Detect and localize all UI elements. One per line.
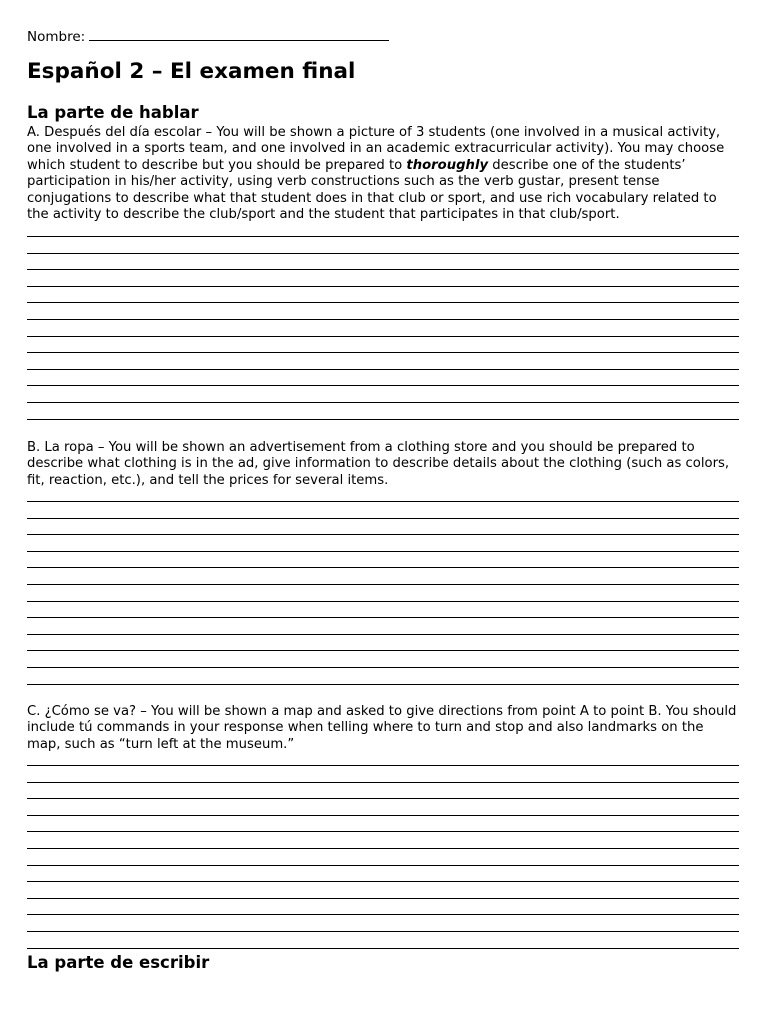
answer-line <box>27 236 739 237</box>
answer-lines-b <box>27 501 739 700</box>
answer-line <box>27 286 739 287</box>
answer-line <box>27 336 739 337</box>
answer-line <box>27 765 739 766</box>
answer-line <box>27 617 739 618</box>
prompt-c: C. ¿Cómo se va? – You will be shown a map and asked to give directions from point A to point B. You should include tú commands in your response when telling where to turn and stop and also landmarks on the map, such as “turn left at the museum.” <box>27 704 737 752</box>
answer-line <box>27 319 739 320</box>
answer-line <box>27 634 739 635</box>
answer-line <box>27 914 739 915</box>
answer-line <box>27 302 739 303</box>
answer-line <box>27 551 739 552</box>
answer-line <box>27 402 739 403</box>
answer-line <box>27 931 739 932</box>
answer-line <box>27 601 739 602</box>
prompt-a <box>27 125 739 223</box>
answer-line <box>27 684 739 685</box>
answer-line <box>27 269 739 270</box>
answer-line <box>27 898 739 899</box>
answer-line <box>27 501 739 502</box>
prompt-a-text-1: A. Después del día escolar – You will be shown a picture of 3 students (one involved in a musical activity, one involved in a sports team, and one involved in an academic extracurricular activity). You may choose which student to describe but you should be prepared to <box>27 125 725 173</box>
answer-line <box>27 831 739 832</box>
answer-line <box>27 782 739 783</box>
answer-line <box>27 567 739 568</box>
answer-line <box>27 815 739 816</box>
answer-line <box>27 798 739 799</box>
answer-line <box>27 534 739 535</box>
answer-line <box>27 848 739 849</box>
section-heading-speaking: La parte de hablar <box>27 103 199 122</box>
name-field <box>27 27 389 45</box>
answer-line <box>27 584 739 585</box>
answer-line <box>27 518 739 519</box>
answer-line <box>27 881 739 882</box>
answer-lines-a <box>27 236 739 435</box>
answer-line <box>27 650 739 651</box>
prompt-a-emphasis: thoroughly <box>406 157 489 173</box>
answer-line <box>27 948 739 949</box>
section-heading-writing: La parte de escribir <box>27 953 210 972</box>
answer-line <box>27 419 739 420</box>
prompt-a-text-2: describe one of the students’ participation in his/her activity, using verb constructions such as the verb gustar, present tense conjugations to describe what that student does in that club or sport, and use rich vocabulary related to the activity to describe the club/sport and the student that participates in that club/sport. <box>27 157 717 223</box>
answer-line <box>27 385 739 386</box>
name-label: Nombre: <box>27 29 86 45</box>
answer-line <box>27 253 739 254</box>
answer-line <box>27 667 739 668</box>
page-title: Español 2 – El examen final <box>27 59 356 84</box>
prompt-b: B. La ropa – You will be shown an advertisement from a clothing store and you should be prepared to describe what clothing is in the ad, give information to describe details about the clothing (such as colors, fit, reaction, etc.), and tell the prices for several items. <box>27 440 730 488</box>
answer-lines-c <box>27 765 739 964</box>
answer-line <box>27 369 739 370</box>
name-blank-line <box>89 27 389 41</box>
answer-line <box>27 352 739 353</box>
answer-line <box>27 865 739 866</box>
